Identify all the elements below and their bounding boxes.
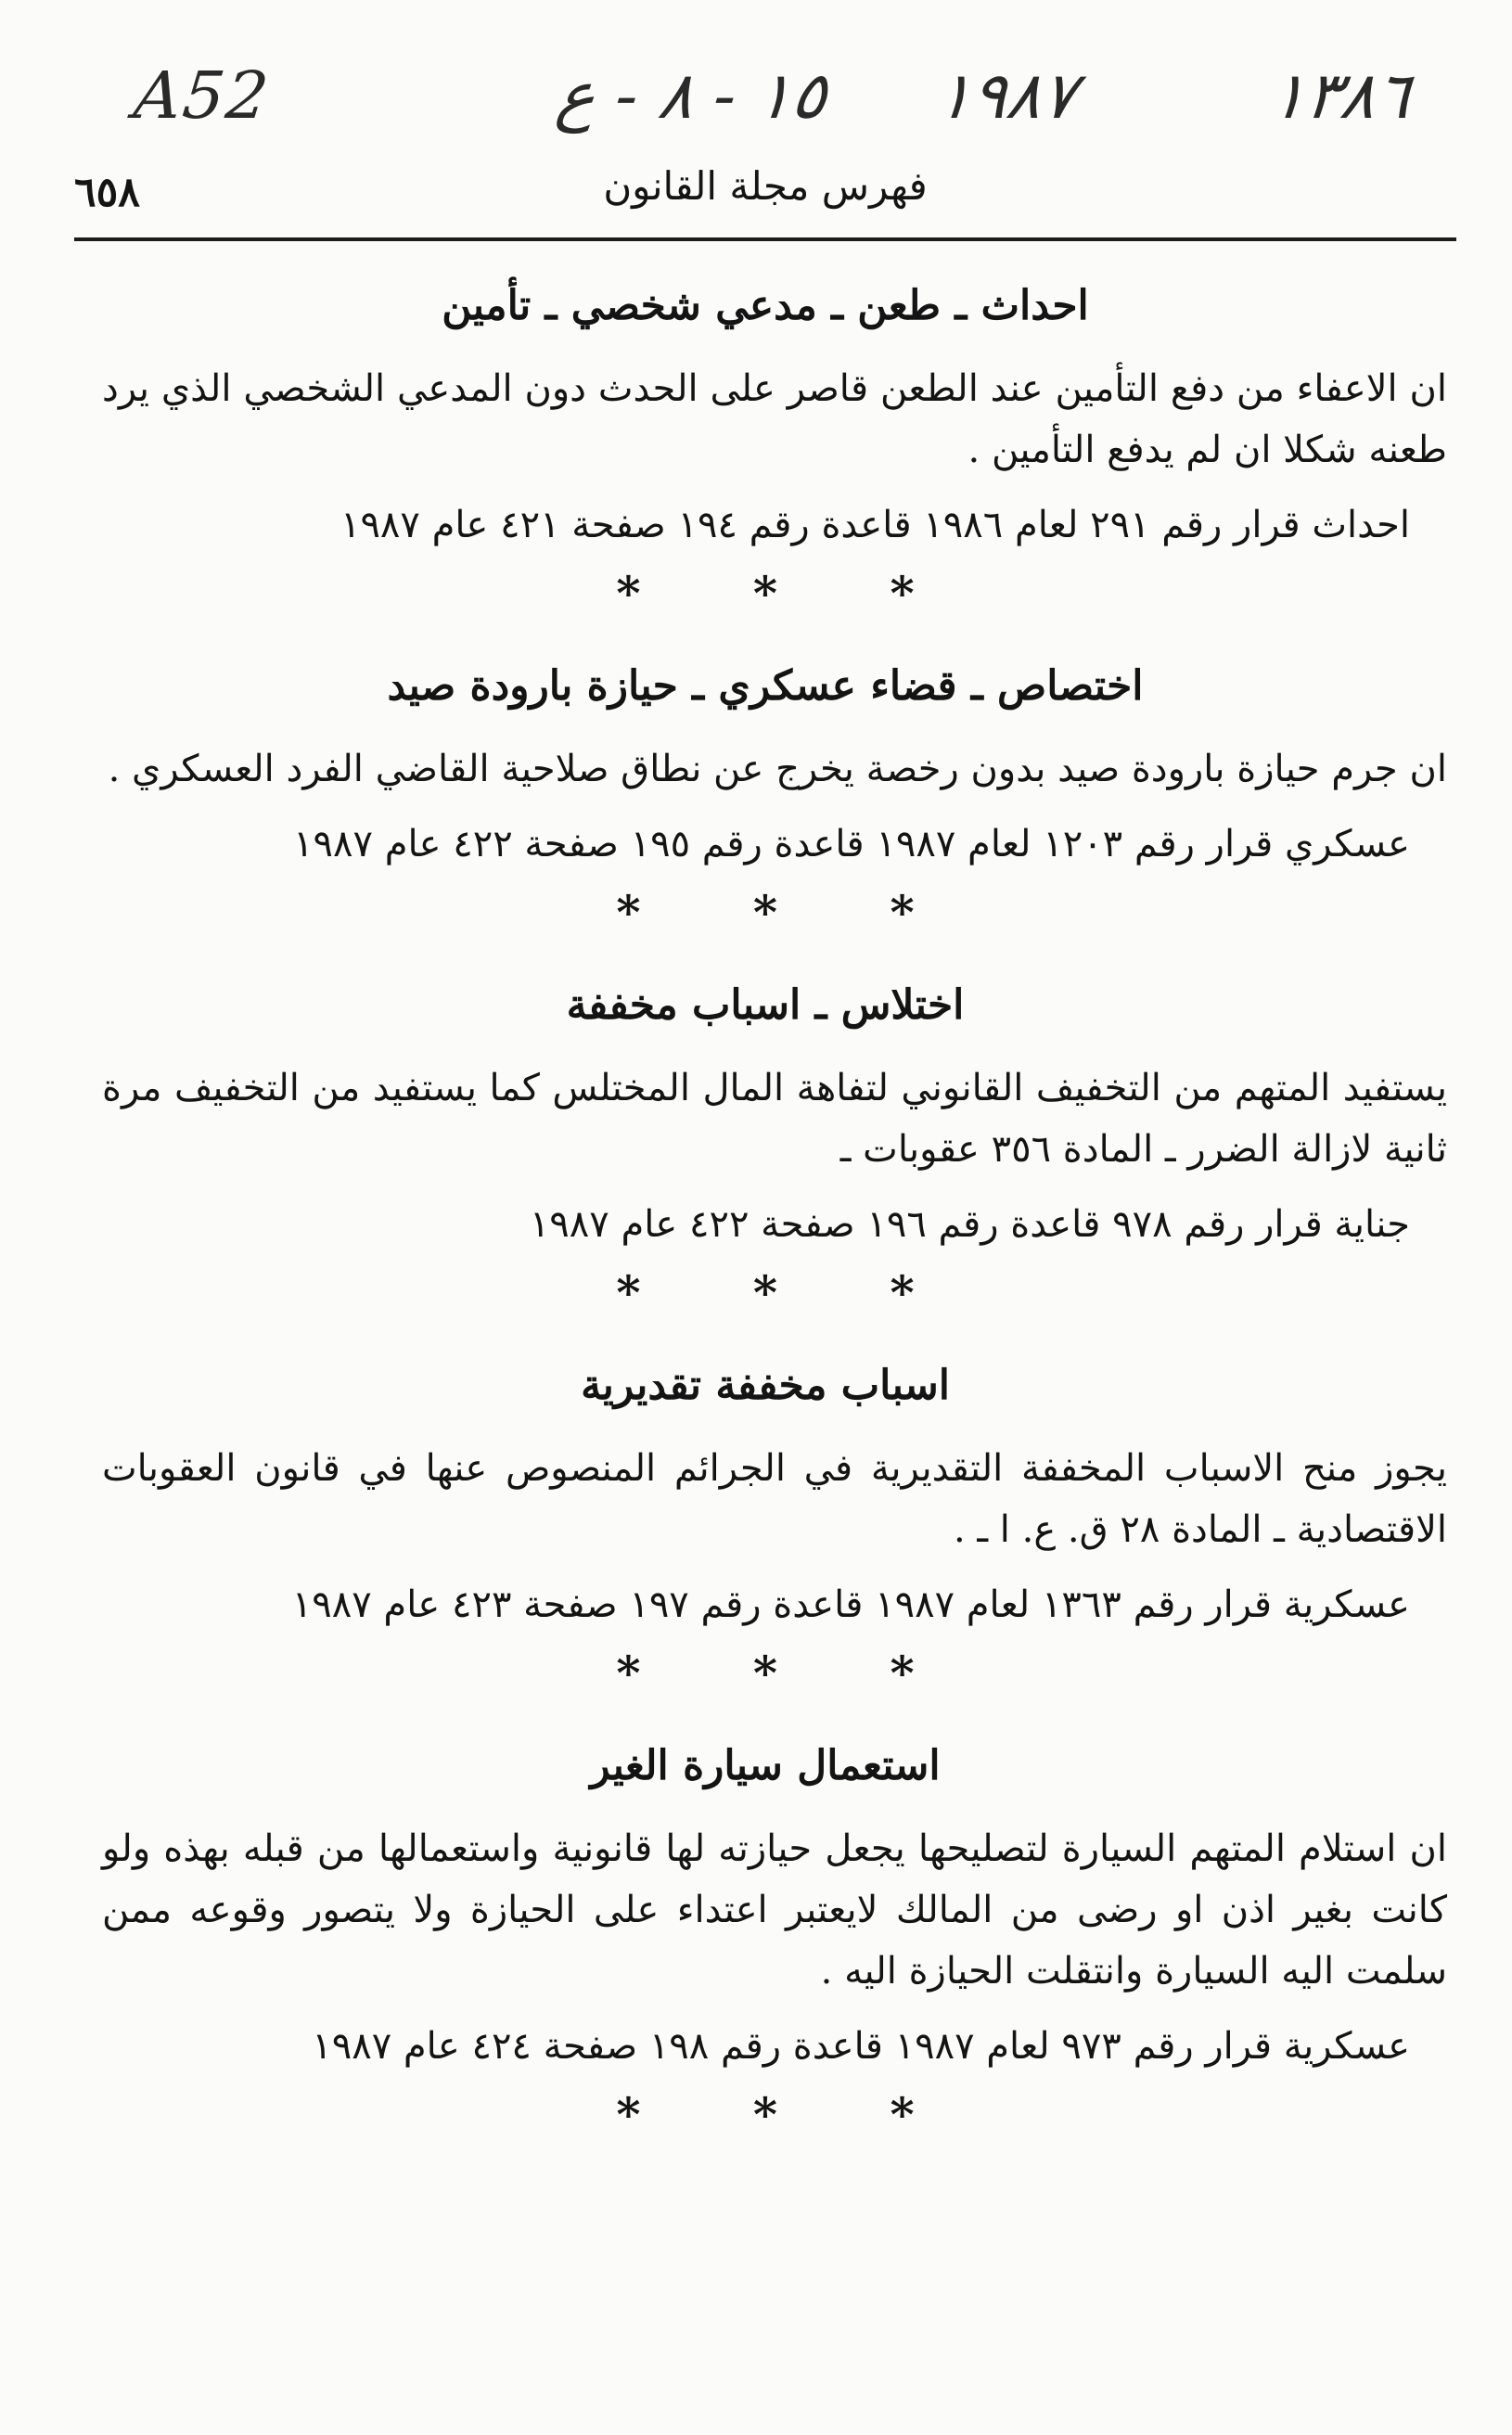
asterisk-separator: * * * xyxy=(616,566,963,621)
index-entry xyxy=(65,978,1466,1321)
handwritten-number: ١٣٨٦ xyxy=(1266,58,1415,134)
index-entry xyxy=(65,278,1466,622)
header-divider xyxy=(74,237,1456,241)
entry-body: يجوز منح الاسباب المخففة التقديرية في الجرائم المنصوص عنها في قانون العقوبات الاقتصادية ـ المادة ٢٨ ق. ع. ا ـ . xyxy=(102,1447,1447,1551)
entry-reference: احداث قرار رقم ٢٩١ لعام ١٩٨٦ قاعدة رقم ١٩٤ صفحة ٤٢١ عام ١٩٨٧ xyxy=(340,504,1410,546)
page-number: ٦٥٨ xyxy=(74,169,140,216)
asterisk-separator: * * * xyxy=(616,2087,963,2142)
entry-title: استعمال سيارة الغير xyxy=(590,1742,941,1789)
index-entries xyxy=(65,278,1466,2180)
handwritten-year: ١٩٨٧ xyxy=(932,58,1081,134)
entry-reference: جناية قرار رقم ٩٧٨ قاعدة رقم ١٩٦ صفحة ٤٢٢ عام ١٩٨٧ xyxy=(529,1203,1410,1246)
entry-title: اسباب مخففة تقديرية xyxy=(581,1362,950,1409)
entry-title: اختصاص ـ قضاء عسكري ـ حيازة بارودة صيد xyxy=(387,662,1144,710)
handwritten-date: ١٥ - ٨ - ع xyxy=(552,58,831,134)
index-entry xyxy=(65,1358,1466,1701)
entry-body: يستفيد المتهم من التخفيف القانوني لتفاهة المال المختلس كما يستفيد من التخفيف مرة ثانية لازالة الضرر ـ المادة ٣٥٦ عقوبات ـ xyxy=(102,1067,1447,1171)
entry-title: احداث ـ طعن ـ مدعي شخصي ـ تأمين xyxy=(442,282,1089,329)
handwritten-annotations xyxy=(0,58,1512,146)
page-header xyxy=(74,156,1456,230)
journal-title: فهرس مجلة القانون xyxy=(603,163,928,209)
index-entry xyxy=(65,659,1466,941)
asterisk-separator: * * * xyxy=(616,1265,963,1320)
entry-body: ان الاعفاء من دفع التأمين عند الطعن قاصر على الحدث دون المدعي الشخصي الذي يرد طعنه شكلا ان لم يدفع التأمين . xyxy=(102,367,1447,471)
handwritten-code: A52 xyxy=(130,58,274,134)
asterisk-separator: * * * xyxy=(616,885,963,940)
entry-reference: عسكرية قرار رقم ١٣٦٣ لعام ١٩٨٧ قاعدة رقم ١٩٧ صفحة ٤٢٣ عام ١٩٨٧ xyxy=(291,1583,1410,1626)
index-entry xyxy=(65,1738,1466,2143)
entry-body: ان جرم حيازة بارودة صيد بدون رخصة يخرج عن نطاق صلاحية القاضي الفرد العسكري . xyxy=(108,748,1447,790)
entry-reference: عسكرية قرار رقم ٩٧٣ لعام ١٩٨٧ قاعدة رقم ١٩٨ صفحة ٤٢٤ عام ١٩٨٧ xyxy=(312,2025,1410,2068)
entry-reference: عسكري قرار رقم ١٢٠٣ لعام ١٩٨٧ قاعدة رقم ١٩٥ صفحة ٤٢٢ عام ١٩٨٧ xyxy=(293,823,1410,865)
entry-body: ان استلام المتهم السيارة لتصليحها يجعل حيازته لها قانونية واستعمالها من قبله بهذه ولو كانت بغير اذن او رضى من المالك لايعتبر اعتداء على الحيازة ولا يتصور وقوعه ممن سلمت اليه السيارة وانتقلت الحيازة اليه . xyxy=(102,1827,1447,1993)
entry-title: اختلاس ـ اسباب مخففة xyxy=(566,981,965,1029)
asterisk-separator: * * * xyxy=(616,1646,963,1700)
